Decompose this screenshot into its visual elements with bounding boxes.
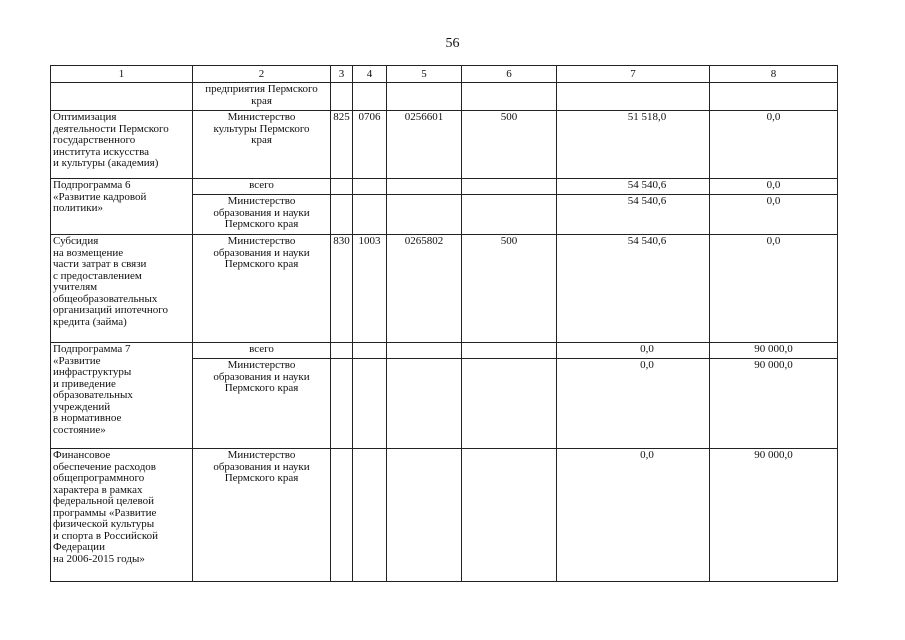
row-col7-cell: 0,0 (557, 343, 710, 359)
row-ministry-cell: Министерство образования и науки Пермского края (193, 235, 331, 343)
row-col4-cell (353, 359, 387, 449)
row-col5-cell: 0256601 (387, 111, 462, 179)
table-row (51, 449, 838, 582)
row-name-cell: Оптимизация деятельности Пермского государственного института искусства и культуры (академия) (51, 111, 193, 179)
row-col6-cell: 500 (462, 111, 557, 179)
row-col4-cell: 1003 (353, 235, 387, 343)
row-col6-cell (462, 179, 557, 195)
budget-table (50, 65, 838, 582)
row-col7-cell: 54 540,6 (557, 195, 710, 235)
row-ministry-cell: Министерство образования и науки Пермского края (193, 195, 331, 235)
row-col5-cell (387, 449, 462, 582)
row-name-cell: Субсидия на возмещение части затрат в связи с предоставлением учителям общеобразовательных организаций ипотечного кредита (займа) (51, 235, 193, 343)
header-cell: 1 (51, 66, 193, 83)
row-col3-cell (331, 359, 353, 449)
row-col8-cell: 0,0 (710, 195, 838, 235)
row-col3-cell: 825 (331, 111, 353, 179)
row-col7-cell: 0,0 (557, 359, 710, 449)
row-col3-cell: 830 (331, 235, 353, 343)
row-col7-cell (557, 83, 710, 111)
row-col8-cell: 90 000,0 (710, 359, 838, 449)
table-row (51, 179, 838, 195)
page-number: 56 (445, 36, 460, 51)
row-ministry-cell: предприятия Пермского края (193, 83, 331, 111)
row-col7-cell: 0,0 (557, 449, 710, 582)
row-col5-cell (387, 359, 462, 449)
row-col8-cell (710, 83, 838, 111)
row-name-cell: Подпрограмма 6 «Развитие кадровой политики» (51, 179, 193, 235)
row-col6-cell (462, 449, 557, 582)
header-cell: 6 (462, 66, 557, 83)
row-col4-cell (353, 195, 387, 235)
row-col5-cell (387, 195, 462, 235)
row-col8-cell: 0,0 (710, 111, 838, 179)
header-cell: 5 (387, 66, 462, 83)
header-cell: 3 (331, 66, 353, 83)
row-col6-cell (462, 195, 557, 235)
header-cell: 7 (557, 66, 710, 83)
row-col7-cell: 51 518,0 (557, 111, 710, 179)
row-col3-cell (331, 195, 353, 235)
row-col3-cell (331, 179, 353, 195)
header-row (51, 66, 838, 83)
row-ministry-cell: всего (193, 179, 331, 195)
row-name-cell: Подпрограмма 7 «Развитие инфраструктуры и приведение образовательных учреждений в нормативное состояние» (51, 343, 193, 449)
row-ministry-cell: всего (193, 343, 331, 359)
row-col4-cell (353, 83, 387, 111)
row-col6-cell: 500 (462, 235, 557, 343)
row-col8-cell: 0,0 (710, 179, 838, 195)
header-cell: 8 (710, 66, 838, 83)
row-col3-cell (331, 343, 353, 359)
table-row (51, 343, 838, 359)
row-col4-cell (353, 179, 387, 195)
row-ministry-cell: Министерство образования и науки Пермского края (193, 359, 331, 449)
row-col6-cell (462, 359, 557, 449)
row-col7-cell: 54 540,6 (557, 179, 710, 195)
row-col6-cell (462, 83, 557, 111)
table-row (51, 111, 838, 179)
row-col6-cell (462, 343, 557, 359)
row-ministry-cell: Министерство образования и науки Пермского края (193, 449, 331, 582)
row-col7-cell: 54 540,6 (557, 235, 710, 343)
row-col5-cell (387, 343, 462, 359)
row-col5-cell: 0265802 (387, 235, 462, 343)
table-row (51, 235, 838, 343)
row-col4-cell (353, 343, 387, 359)
row-ministry-cell: Министерство культуры Пермского края (193, 111, 331, 179)
row-name-cell: Финансовое обеспечение расходов общепрограммного характера в рамках федеральной целевой программы «Развитие физической культуры и спорта в Российской Федерации на 2006-2015 годы» (51, 449, 193, 582)
row-name-cell (51, 83, 193, 111)
row-col8-cell: 0,0 (710, 235, 838, 343)
row-col4-cell (353, 449, 387, 582)
table-row (51, 83, 838, 111)
row-col3-cell (331, 449, 353, 582)
row-col5-cell (387, 179, 462, 195)
row-col3-cell (331, 83, 353, 111)
header-cell: 2 (193, 66, 331, 83)
header-cell: 4 (353, 66, 387, 83)
row-col8-cell: 90 000,0 (710, 449, 838, 582)
row-col4-cell: 0706 (353, 111, 387, 179)
row-col5-cell (387, 83, 462, 111)
row-col8-cell: 90 000,0 (710, 343, 838, 359)
